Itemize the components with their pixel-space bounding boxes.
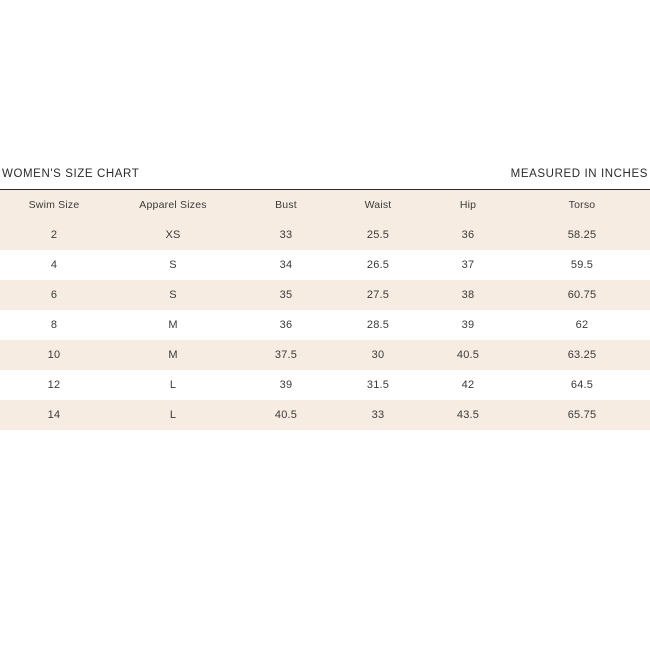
table-row <box>0 310 650 340</box>
cell-waist: 31.5 <box>334 370 422 400</box>
cell-hip: 39 <box>422 310 514 340</box>
cell-bust: 39 <box>238 370 334 400</box>
table-header-row <box>0 190 650 220</box>
cell-swim-size: 4 <box>0 250 108 280</box>
cell-apparel-size: M <box>108 340 238 370</box>
cell-torso: 59.5 <box>514 250 650 280</box>
cell-torso: 60.75 <box>514 280 650 310</box>
cell-bust: 36 <box>238 310 334 340</box>
table-row <box>0 280 650 310</box>
cell-torso: 63.25 <box>514 340 650 370</box>
cell-bust: 33 <box>238 220 334 250</box>
cell-bust: 37.5 <box>238 340 334 370</box>
table-row <box>0 370 650 400</box>
cell-torso: 65.75 <box>514 400 650 430</box>
cell-hip: 43.5 <box>422 400 514 430</box>
cell-apparel-size: XS <box>108 220 238 250</box>
cell-apparel-size: L <box>108 400 238 430</box>
cell-waist: 28.5 <box>334 310 422 340</box>
cell-bust: 34 <box>238 250 334 280</box>
cell-apparel-size: L <box>108 370 238 400</box>
size-chart-container <box>0 168 650 430</box>
cell-waist: 27.5 <box>334 280 422 310</box>
cell-hip: 40.5 <box>422 340 514 370</box>
cell-torso: 64.5 <box>514 370 650 400</box>
column-header-apparel-sizes: Apparel Sizes <box>108 190 238 220</box>
cell-apparel-size: S <box>108 280 238 310</box>
page-title: WOMEN'S SIZE CHART <box>2 168 140 180</box>
cell-swim-size: 14 <box>0 400 108 430</box>
table-header <box>0 190 650 220</box>
table-row <box>0 220 650 250</box>
cell-swim-size: 8 <box>0 310 108 340</box>
table-row <box>0 340 650 370</box>
cell-bust: 35 <box>238 280 334 310</box>
cell-hip: 42 <box>422 370 514 400</box>
cell-swim-size: 10 <box>0 340 108 370</box>
cell-hip: 37 <box>422 250 514 280</box>
cell-waist: 26.5 <box>334 250 422 280</box>
column-header-bust: Bust <box>238 190 334 220</box>
cell-apparel-size: S <box>108 250 238 280</box>
table-row <box>0 400 650 430</box>
cell-waist: 33 <box>334 400 422 430</box>
cell-hip: 38 <box>422 280 514 310</box>
cell-swim-size: 6 <box>0 280 108 310</box>
cell-torso: 58.25 <box>514 220 650 250</box>
table-body <box>0 220 650 430</box>
column-header-swim-size: Swim Size <box>0 190 108 220</box>
cell-hip: 36 <box>422 220 514 250</box>
column-header-torso: Torso <box>514 190 650 220</box>
cell-bust: 40.5 <box>238 400 334 430</box>
cell-swim-size: 2 <box>0 220 108 250</box>
table-row <box>0 250 650 280</box>
cell-swim-size: 12 <box>0 370 108 400</box>
cell-waist: 30 <box>334 340 422 370</box>
column-header-waist: Waist <box>334 190 422 220</box>
size-chart-header <box>0 168 650 189</box>
cell-apparel-size: M <box>108 310 238 340</box>
cell-torso: 62 <box>514 310 650 340</box>
column-header-hip: Hip <box>422 190 514 220</box>
measurement-units-note: MEASURED IN INCHES <box>510 168 648 180</box>
size-chart-table <box>0 190 650 430</box>
cell-waist: 25.5 <box>334 220 422 250</box>
